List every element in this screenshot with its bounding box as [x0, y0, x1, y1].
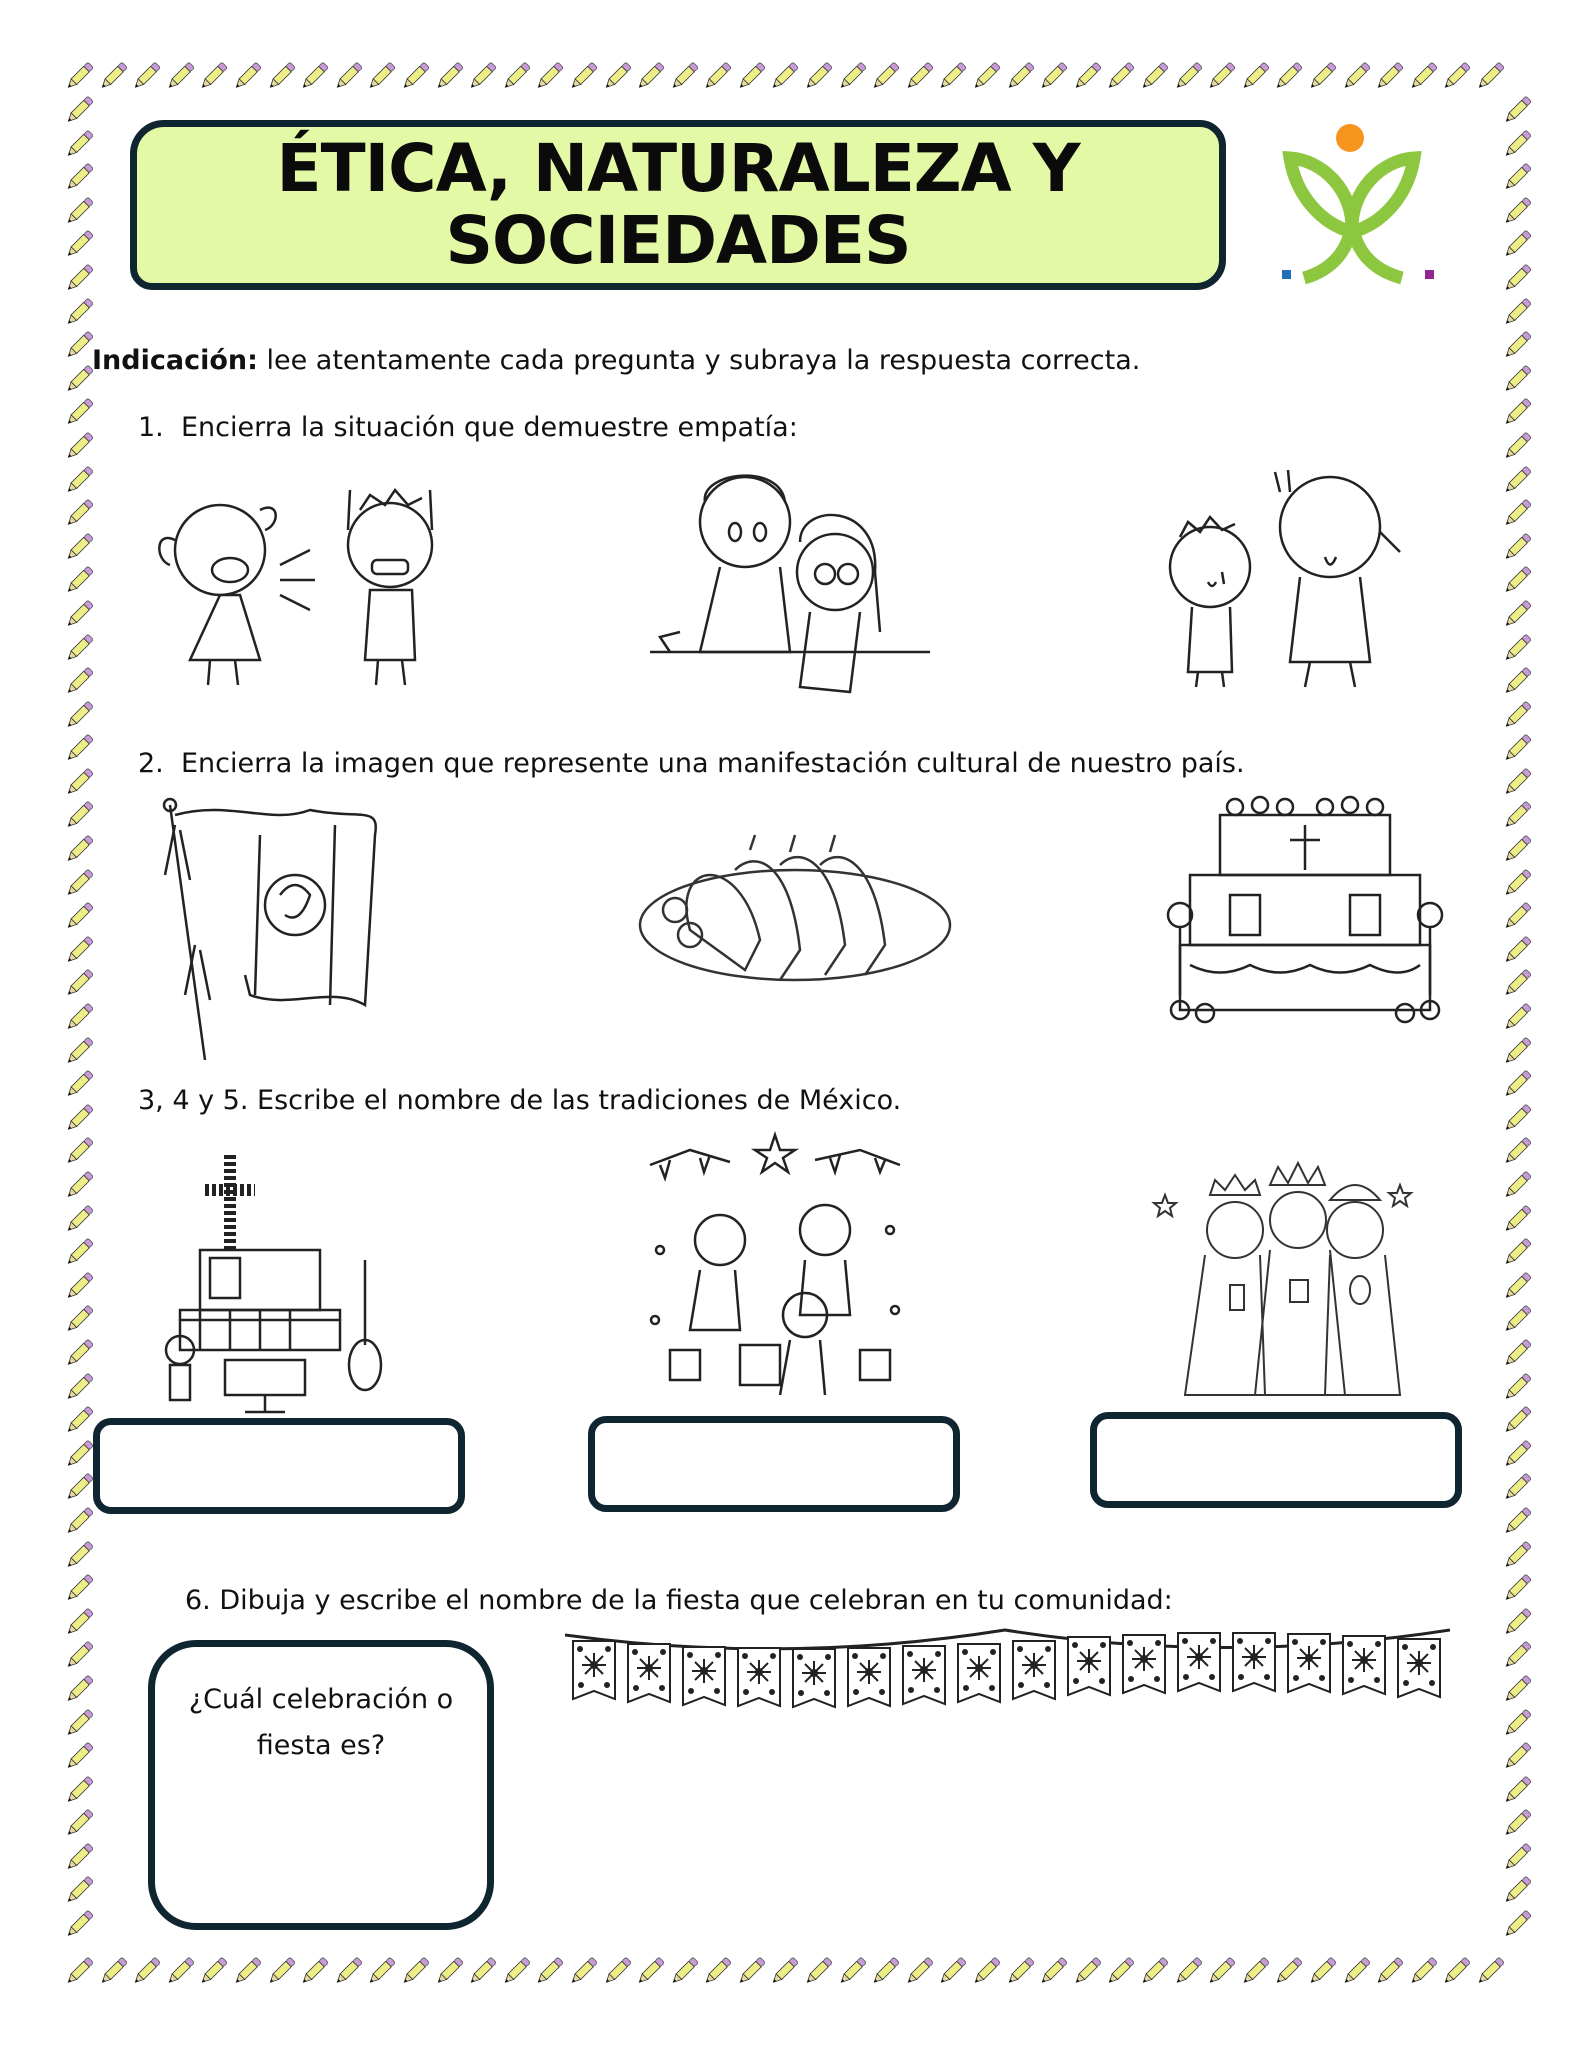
- question-6: [185, 1585, 1173, 1616]
- pencil-icon: [801, 1955, 835, 1989]
- page-title-line-1: ÉTICA, NATURALEZA Y: [276, 130, 1080, 207]
- question-number: 2.: [138, 748, 164, 779]
- pencil-icon: [1500, 833, 1534, 867]
- pencil-icon: [767, 1955, 801, 1989]
- question-text: Dibuja y escribe el nombre de la fiesta que celebran en tu comunidad:: [219, 1585, 1173, 1616]
- pencil-icon: [62, 1908, 96, 1942]
- mexican-flag-illustration[interactable]: [150, 795, 390, 1060]
- pencil-icon: [1305, 1955, 1339, 1989]
- pencil-icon: [96, 60, 130, 94]
- pencil-icon: [62, 799, 96, 833]
- pencil-icon: [1500, 665, 1534, 699]
- pencil-icon: [868, 1955, 902, 1989]
- pencil-icon: [835, 60, 869, 94]
- question-1: [138, 412, 798, 443]
- pencil-icon: [62, 1841, 96, 1875]
- pencil-icon: [1500, 430, 1534, 464]
- pencil-icon: [62, 766, 96, 800]
- pencil-icon: [62, 1606, 96, 1640]
- pencil-icon: [767, 60, 801, 94]
- pencil-icon: [1036, 1955, 1070, 1989]
- pencil-icon: [600, 1955, 634, 1989]
- pencil-icon: [62, 262, 96, 296]
- pencil-icon: [264, 1955, 298, 1989]
- pencil-icon: [96, 1955, 130, 1989]
- pencil-icon: [1339, 1955, 1373, 1989]
- pencil-icon: [62, 128, 96, 162]
- pencil-icon: [902, 1955, 936, 1989]
- pencil-icon: [62, 363, 96, 397]
- pencil-icon: [566, 1955, 600, 1989]
- answer-box-tradition-3[interactable]: [1090, 1412, 1462, 1508]
- pencil-icon: [62, 94, 96, 128]
- pencil-icon: [62, 1404, 96, 1438]
- pencil-icon: [62, 1707, 96, 1741]
- pencil-icon: [62, 1774, 96, 1808]
- pencil-icon: [62, 1135, 96, 1169]
- pencil-icon: [1339, 60, 1373, 94]
- pencil-icon: [62, 1955, 96, 1989]
- pencil-icon: [62, 1371, 96, 1405]
- pencil-icon: [1500, 766, 1534, 800]
- sprout-logo-icon: [1262, 120, 1442, 290]
- pencil-icon: [465, 60, 499, 94]
- pencil-icon: [62, 1505, 96, 1539]
- pencil-icon: [969, 1955, 1003, 1989]
- pencil-icon: [1500, 464, 1534, 498]
- pencil-icon: [364, 1955, 398, 1989]
- prompt-line-2: fiesta es?: [256, 1730, 386, 1761]
- question-3-4-5: [138, 1085, 901, 1116]
- pencil-icon: [1500, 732, 1534, 766]
- child-helping-injured-girl-illustration[interactable]: [650, 462, 930, 712]
- pencil-icon: [1171, 1955, 1205, 1989]
- pencil-icon: [801, 60, 835, 94]
- pencil-icon: [62, 1169, 96, 1203]
- pencil-icon: [1204, 60, 1238, 94]
- instruction: [92, 345, 1140, 376]
- answer-box-tradition-2[interactable]: [588, 1416, 960, 1512]
- pencil-icon: [667, 1955, 701, 1989]
- pencil-icon: [62, 867, 96, 901]
- question-text: Escribe el nombre de las tradiciones de México.: [257, 1085, 902, 1116]
- pencil-icon: [62, 1572, 96, 1606]
- pencil-icon: [62, 430, 96, 464]
- altar-with-cross-illustration: [160, 1150, 390, 1415]
- pencil-icon: [1036, 60, 1070, 94]
- pencil-icon: [1473, 60, 1507, 94]
- title-banner: [130, 120, 1226, 290]
- pencil-icon: [62, 1203, 96, 1237]
- pencil-icon: [969, 60, 1003, 94]
- pencil-icon: [62, 1270, 96, 1304]
- pencil-icon: [1500, 128, 1534, 162]
- pencil-icon: [499, 60, 533, 94]
- pencil-border-right: [1500, 94, 1534, 1942]
- pencil-icon: [62, 1639, 96, 1673]
- pencil-icon: [1500, 1404, 1534, 1438]
- pencil-icon: [62, 1807, 96, 1841]
- pencil-icon: [1500, 1438, 1534, 1472]
- pencil-icon: [62, 665, 96, 699]
- pencil-icon: [1500, 1035, 1534, 1069]
- pencil-icon: [1500, 296, 1534, 330]
- pencil-icon: [62, 732, 96, 766]
- pencil-icon: [62, 531, 96, 565]
- pencil-icon: [868, 60, 902, 94]
- pencil-icon: [62, 833, 96, 867]
- pencil-icon: [62, 564, 96, 598]
- pencil-icon: [62, 1539, 96, 1573]
- pencil-icon: [734, 60, 768, 94]
- question-text: Encierra la imagen que represente una manifestación cultural de nuestro país.: [180, 748, 1245, 779]
- pencil-icon: [835, 1955, 869, 1989]
- pencil-icon: [1500, 329, 1534, 363]
- pencil-icon: [1500, 1673, 1534, 1707]
- pencil-icon: [62, 1337, 96, 1371]
- pencil-icon: [1500, 598, 1534, 632]
- pencil-icon: [1500, 94, 1534, 128]
- pencil-icon: [230, 1955, 264, 1989]
- pencil-icon: [1500, 228, 1534, 262]
- pencil-icon: [667, 60, 701, 94]
- pencil-icon: [1500, 262, 1534, 296]
- pencil-icon: [364, 60, 398, 94]
- pencil-icon: [1372, 1955, 1406, 1989]
- pencil-icon: [1500, 1371, 1534, 1405]
- pencil-icon: [62, 967, 96, 1001]
- pencil-icon: [62, 1236, 96, 1270]
- tacos-plate-illustration[interactable]: [630, 830, 960, 1000]
- question-2: [138, 748, 1245, 779]
- pencil-icon: [1500, 934, 1534, 968]
- pencil-icon: [432, 1955, 466, 1989]
- pencil-icon: [62, 1303, 96, 1337]
- pencil-icon: [1500, 1874, 1534, 1908]
- pencil-icon: [62, 60, 96, 94]
- pencil-icon: [62, 934, 96, 968]
- pencil-icon: [1137, 60, 1171, 94]
- pencil-icon: [532, 1955, 566, 1989]
- pencil-icon: [1500, 1102, 1534, 1136]
- pencil-icon: [935, 60, 969, 94]
- pencil-icon: [163, 1955, 197, 1989]
- pencil-icon: [1500, 1236, 1534, 1270]
- boy-mocking-crying-boy-illustration[interactable]: [1140, 462, 1440, 692]
- question-number: 6.: [185, 1585, 211, 1616]
- pencil-icon: [1500, 1203, 1534, 1237]
- pencil-icon: [62, 329, 96, 363]
- pencil-icon: [62, 195, 96, 229]
- pencil-icon: [1500, 1807, 1534, 1841]
- pencil-icon: [62, 1673, 96, 1707]
- pencil-icon: [1500, 1707, 1534, 1741]
- pencil-icon: [62, 632, 96, 666]
- answer-box-tradition-1[interactable]: [93, 1418, 465, 1514]
- pencil-icon: [62, 1471, 96, 1505]
- pencil-border-left: [62, 94, 96, 1942]
- pencil-icon: [196, 60, 230, 94]
- pencil-icon: [1500, 1572, 1534, 1606]
- pencil-icon: [1137, 1955, 1171, 1989]
- pencil-icon: [331, 1955, 365, 1989]
- pencil-icon: [163, 60, 197, 94]
- celebration-answer-box[interactable]: [148, 1640, 494, 1930]
- pencil-icon: [1406, 1955, 1440, 1989]
- pencil-icon: [935, 1955, 969, 1989]
- pencil-icon: [62, 296, 96, 330]
- pencil-icon: [1204, 1955, 1238, 1989]
- pencil-icon: [1439, 60, 1473, 94]
- pencil-icon: [1500, 1505, 1534, 1539]
- pencil-icon: [1500, 1639, 1534, 1673]
- pencil-icon: [1500, 363, 1534, 397]
- pencil-icon: [1500, 396, 1534, 430]
- pencil-icon: [1103, 60, 1137, 94]
- pencil-icon: [700, 1955, 734, 1989]
- pencil-icon: [1500, 1908, 1534, 1942]
- pencil-icon: [129, 60, 163, 94]
- question-text: Encierra la situación que demuestre empatía:: [180, 412, 798, 443]
- pencil-icon: [1070, 60, 1104, 94]
- pencil-icon: [1500, 1539, 1534, 1573]
- pencil-icon: [1500, 1169, 1534, 1203]
- christmas-children-illustration: [630, 1130, 920, 1410]
- celebration-prompt: [155, 1677, 487, 1769]
- pencil-icon: [1305, 60, 1339, 94]
- pencil-icon: [1271, 1955, 1305, 1989]
- pencil-icon: [62, 900, 96, 934]
- pencil-icon: [734, 1955, 768, 1989]
- pencil-icon: [1500, 1135, 1534, 1169]
- pencil-icon: [62, 1102, 96, 1136]
- pencil-icon: [566, 60, 600, 94]
- pencil-border-bottom: [62, 1955, 1507, 1989]
- pencil-icon: [398, 1955, 432, 1989]
- pencil-icon: [1372, 60, 1406, 94]
- instruction-label: Indicación:: [92, 345, 258, 376]
- pencil-icon: [1500, 1001, 1534, 1035]
- pencil-icon: [62, 228, 96, 262]
- pencil-icon: [1500, 1270, 1534, 1304]
- pencil-icon: [297, 1955, 331, 1989]
- papel-picado-banner: [565, 1625, 1450, 1715]
- pencil-icon: [1500, 1068, 1534, 1102]
- pencil-icon: [1500, 632, 1534, 666]
- pencil-icon: [62, 396, 96, 430]
- pencil-icon: [1500, 699, 1534, 733]
- pencil-icon: [1500, 1303, 1534, 1337]
- pencil-icon: [1500, 799, 1534, 833]
- pencil-icon: [1473, 1955, 1507, 1989]
- pencil-icon: [432, 60, 466, 94]
- pencil-icon: [1003, 60, 1037, 94]
- pencil-icon: [1500, 1606, 1534, 1640]
- pencil-icon: [196, 1955, 230, 1989]
- pencil-icon: [62, 464, 96, 498]
- pencil-border-top: [62, 60, 1507, 94]
- pencil-icon: [1070, 1955, 1104, 1989]
- pencil-icon: [1271, 60, 1305, 94]
- pencil-icon: [532, 60, 566, 94]
- pencil-icon: [465, 1955, 499, 1989]
- pencil-icon: [1500, 867, 1534, 901]
- pencil-icon: [1406, 60, 1440, 94]
- prompt-line-1: ¿Cuál celebración o: [188, 1684, 454, 1715]
- day-of-dead-altar-illustration[interactable]: [1160, 795, 1450, 1025]
- page-title-line-2: SOCIEDADES: [445, 202, 911, 279]
- pencil-icon: [902, 60, 936, 94]
- pencil-icon: [129, 1955, 163, 1989]
- pencil-icon: [1500, 1841, 1534, 1875]
- pencil-icon: [398, 60, 432, 94]
- pencil-icon: [600, 60, 634, 94]
- pencil-icon: [62, 1874, 96, 1908]
- pencil-icon: [1500, 1337, 1534, 1371]
- pencil-icon: [62, 1035, 96, 1069]
- pencil-icon: [1171, 60, 1205, 94]
- pencil-icon: [1500, 900, 1534, 934]
- pencil-icon: [62, 161, 96, 195]
- pencil-icon: [499, 1955, 533, 1989]
- pencil-icon: [1500, 1740, 1534, 1774]
- pencil-icon: [297, 60, 331, 94]
- pencil-icon: [264, 60, 298, 94]
- pencil-icon: [1500, 531, 1534, 565]
- girl-shouting-at-boy-illustration[interactable]: [150, 470, 490, 700]
- pencil-icon: [62, 598, 96, 632]
- question-number: 1.: [138, 412, 164, 443]
- pencil-icon: [1500, 497, 1534, 531]
- pencil-icon: [62, 497, 96, 531]
- pencil-icon: [1500, 1774, 1534, 1808]
- pencil-icon: [1103, 1955, 1137, 1989]
- pencil-icon: [1500, 967, 1534, 1001]
- pencil-icon: [62, 1068, 96, 1102]
- pencil-icon: [1500, 564, 1534, 598]
- pencil-icon: [633, 60, 667, 94]
- pencil-icon: [1003, 1955, 1037, 1989]
- pencil-icon: [633, 1955, 667, 1989]
- pencil-icon: [62, 1438, 96, 1472]
- pencil-icon: [230, 60, 264, 94]
- pencil-icon: [62, 1740, 96, 1774]
- pencil-icon: [62, 699, 96, 733]
- pencil-icon: [700, 60, 734, 94]
- pencil-icon: [1238, 60, 1272, 94]
- three-kings-illustration: [1150, 1155, 1420, 1410]
- pencil-icon: [1500, 1471, 1534, 1505]
- pencil-icon: [1439, 1955, 1473, 1989]
- instruction-text: lee atentamente cada pregunta y subraya la respuesta correcta.: [257, 345, 1141, 376]
- pencil-icon: [331, 60, 365, 94]
- pencil-icon: [1238, 1955, 1272, 1989]
- pencil-icon: [62, 1001, 96, 1035]
- pencil-icon: [1500, 195, 1534, 229]
- pencil-icon: [1500, 161, 1534, 195]
- question-number: 3, 4 y 5.: [138, 1085, 249, 1116]
